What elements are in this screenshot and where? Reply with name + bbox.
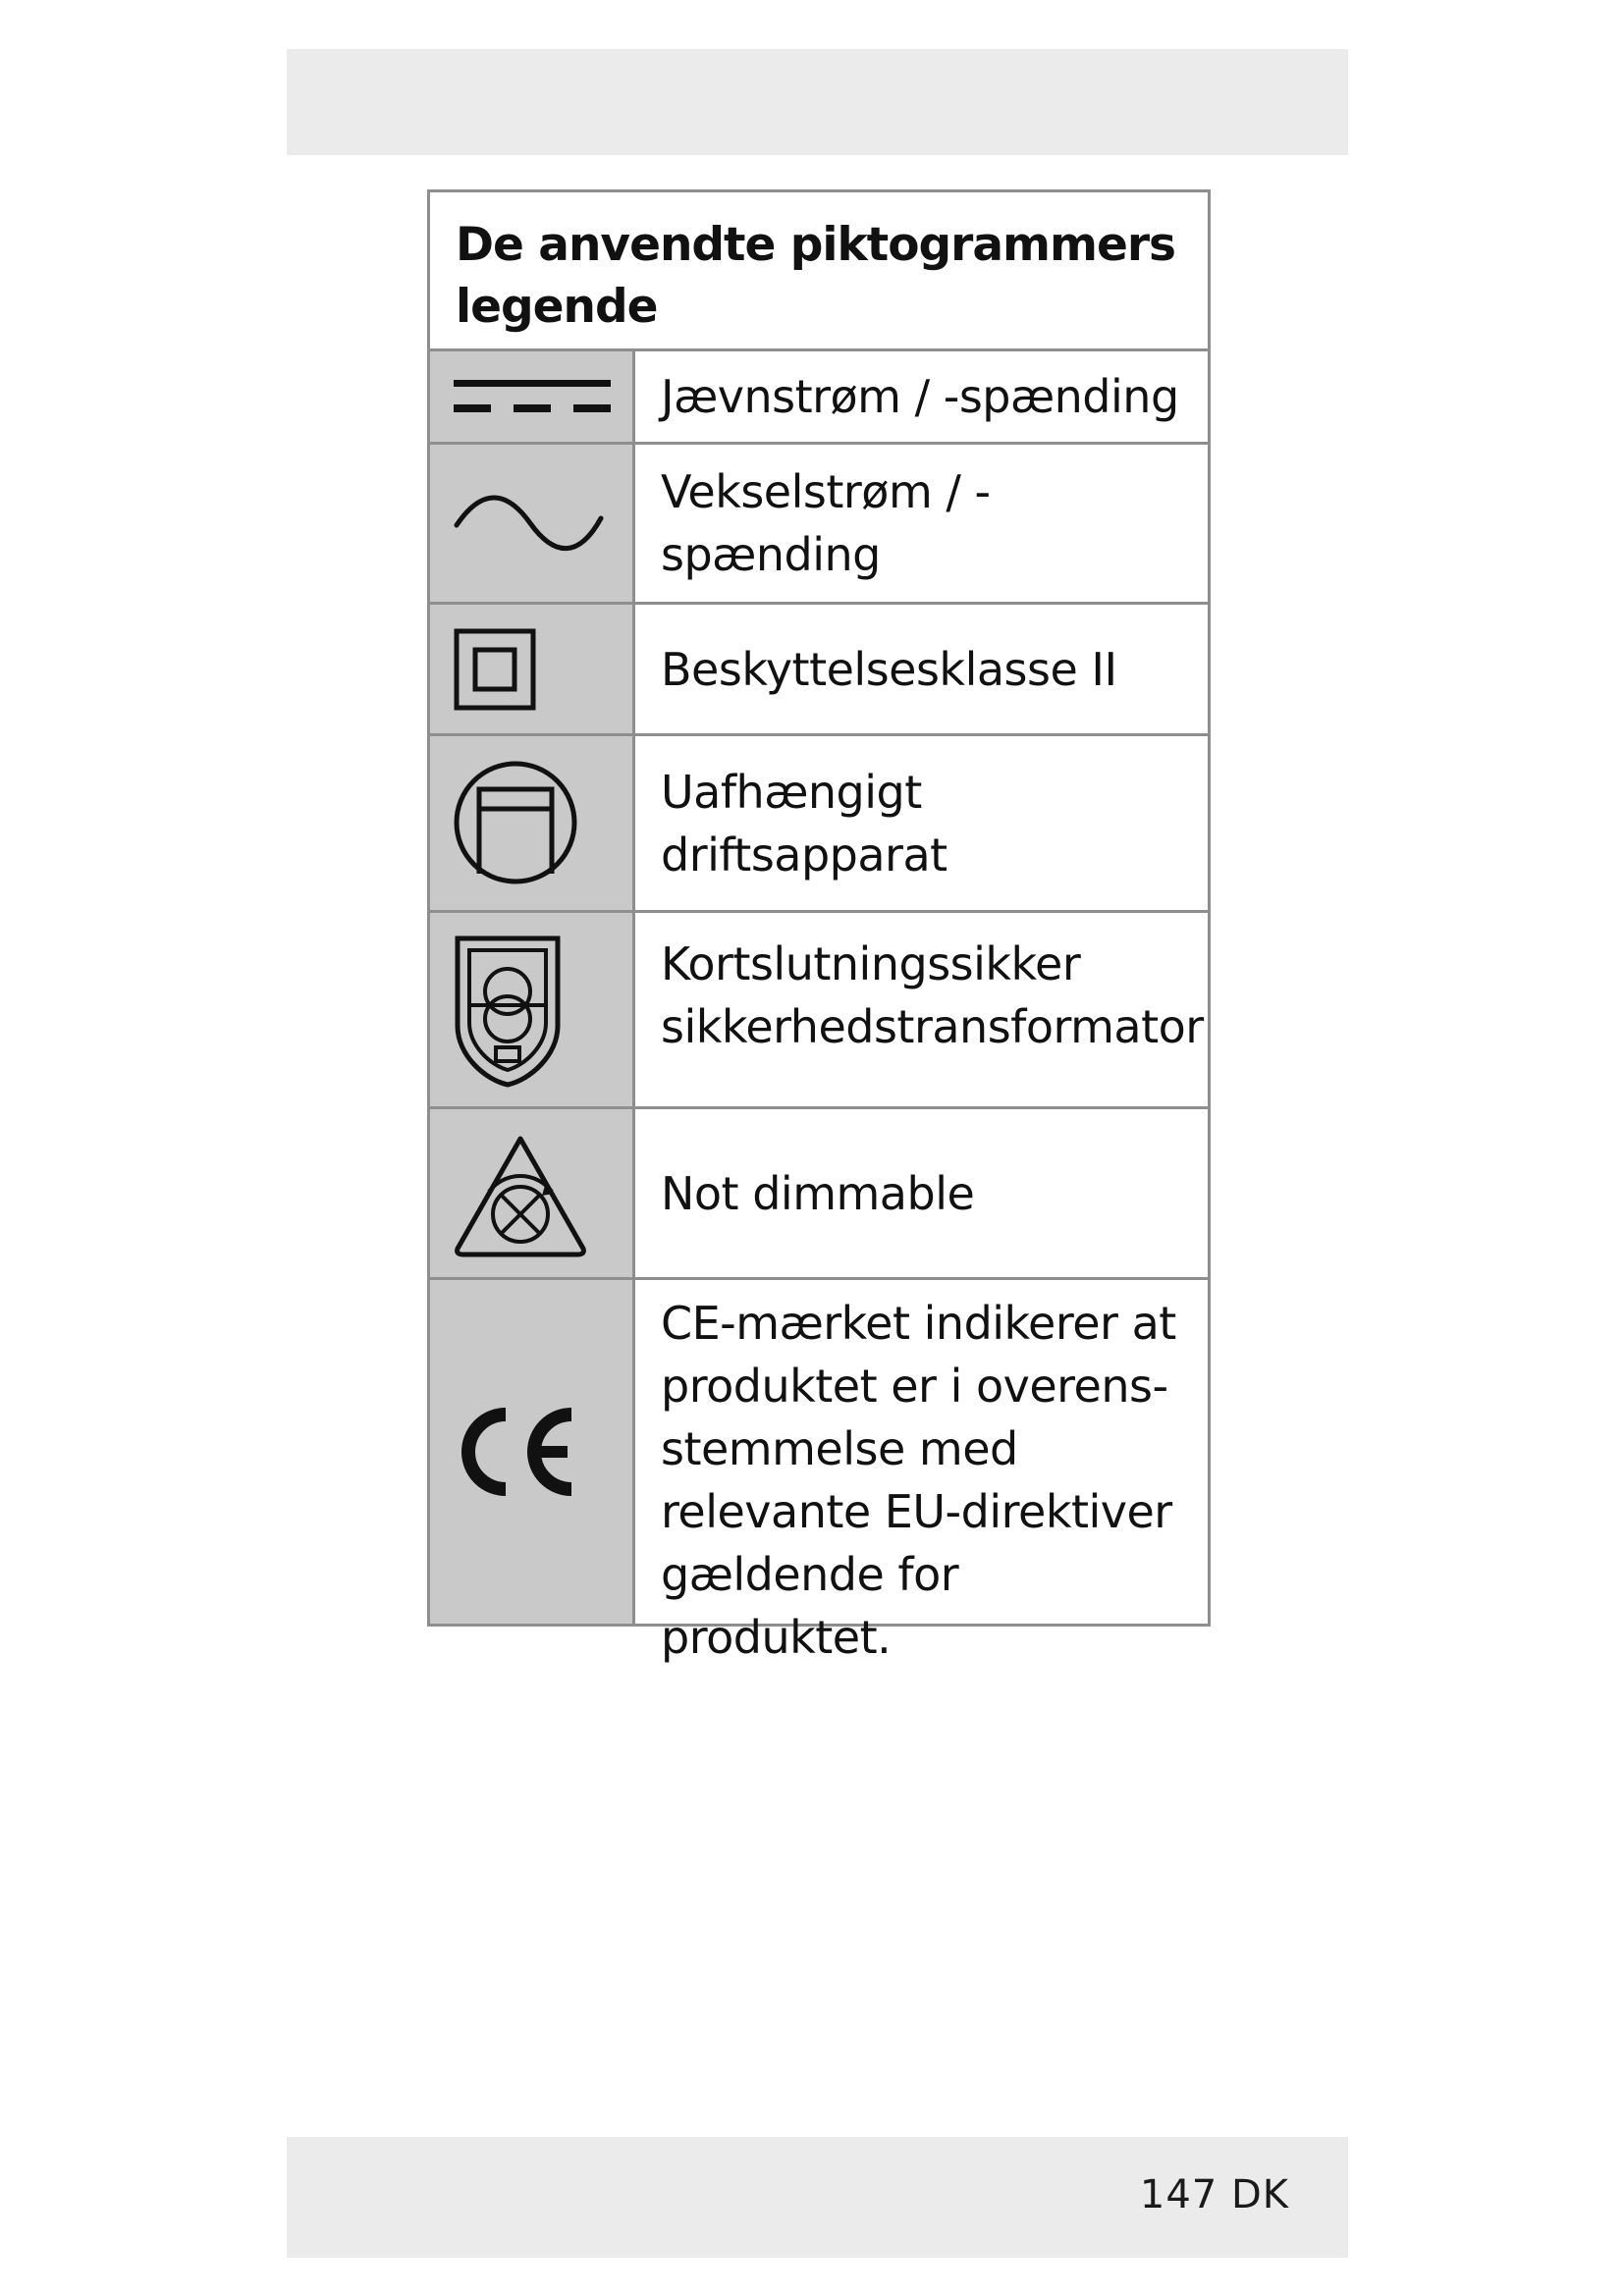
ac-current-icon [452, 484, 609, 562]
legend-text: Jævnstrøm / -spænding [661, 370, 1179, 423]
legend-text: Kortslutningssikker sikkerhedstransformator [661, 937, 1204, 1053]
legend-row-ac [430, 445, 1208, 605]
legend-row-ce-mark [430, 1280, 1208, 1664]
legend-text: Uafhængigt driftsapparat [661, 765, 947, 881]
footer-band [287, 2137, 1348, 2258]
not-dimmable-icon [452, 1133, 589, 1260]
legend-text: Beskyttelsesklasse II [661, 642, 1117, 696]
symbol-cell [430, 913, 635, 1106]
legend-row-not-dimmable [430, 1109, 1208, 1280]
pictogram-legend-table [427, 189, 1211, 1664]
legend-text: Vekselstrøm / -spænding [661, 465, 991, 581]
symbol-cell [430, 736, 635, 910]
symbol-cell [430, 605, 635, 733]
legend-row-dc [430, 351, 1208, 445]
dc-current-icon [452, 367, 614, 426]
legend-title: De anvendte piktogrammers legende [430, 192, 1208, 351]
legend-row-protection-class [430, 605, 1208, 736]
safety-transformer-icon [452, 933, 569, 1090]
legend-row-independent-device [430, 736, 1208, 913]
legend-text: CE-mærket indikerer at produktet er i overens-stemmelse med relevante EU-direktiver gældende for produktet. [661, 1297, 1176, 1664]
symbol-cell [430, 351, 635, 442]
protection-class-ii-icon [452, 626, 540, 715]
legend-text: Not dimmable [661, 1166, 975, 1220]
symbol-cell [430, 445, 635, 602]
header-band [287, 49, 1348, 155]
symbol-cell [430, 1280, 635, 1624]
ce-mark-icon [452, 1403, 579, 1501]
independent-device-icon [452, 758, 584, 890]
legend-row-safety-transformer [430, 913, 1208, 1109]
symbol-cell [430, 1109, 635, 1277]
page-number: 147 DK [1139, 2172, 1289, 2217]
